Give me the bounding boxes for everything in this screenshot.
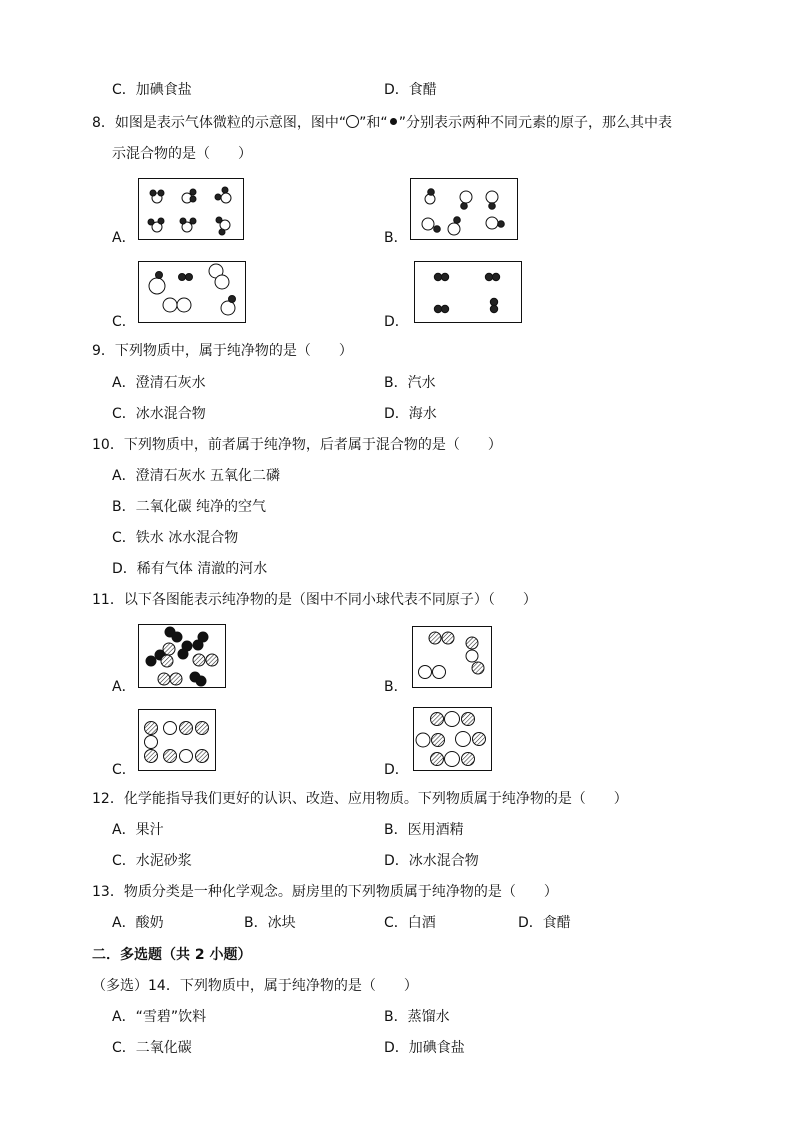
q12-option-d: D．冰水混合物 xyxy=(384,853,479,869)
q10-option-a-row xyxy=(0,465,794,487)
q13-stem: 13．物质分类是一种化学观念。厨房里的下列物质属于纯净物的是（ ） xyxy=(92,884,558,900)
black-atom-icon xyxy=(390,118,397,125)
q7-options xyxy=(0,79,794,101)
q14-options-row2 xyxy=(0,1037,794,1059)
q9-option-c: C．冰水混合物 xyxy=(112,406,206,422)
q11-figure-d xyxy=(413,707,492,771)
q8-label-d: D． xyxy=(384,314,409,330)
q9-options-row1 xyxy=(0,372,794,394)
q14-option-c: C．二氧化碳 xyxy=(112,1040,192,1056)
q10-option-a: A．澄清石灰水 五氧化二磷 xyxy=(112,468,281,484)
q8-figure-b xyxy=(410,178,518,240)
q8-label-a: A． xyxy=(112,230,136,246)
q7-option-c: C．加碘食盐 xyxy=(112,82,192,98)
q8-label-c: C． xyxy=(112,314,136,330)
q12-option-a: A．果汁 xyxy=(112,822,164,838)
q10-stem: 10．下列物质中，前者属于纯净物，后者属于混合物的是（ ） xyxy=(92,437,502,453)
q11-figure-b xyxy=(412,626,492,688)
q12-option-b: B．医用酒精 xyxy=(384,822,464,838)
q8-stem-part2: ”和“ xyxy=(359,115,388,131)
q8-label-b: B． xyxy=(384,230,408,246)
q8-stem xyxy=(0,112,794,134)
q11-label-a: A． xyxy=(112,679,136,695)
white-atom-icon xyxy=(346,115,359,128)
q10-option-d-row xyxy=(0,558,794,580)
q10-option-c-row xyxy=(0,527,794,549)
q9-option-a: A．澄清石灰水 xyxy=(112,375,206,391)
q10-option-b: B．二氧化碳 纯净的空气 xyxy=(112,499,267,515)
q14-option-a: A．“雪碧”饮料 xyxy=(112,1009,207,1025)
q10-option-b-row xyxy=(0,496,794,518)
q7-option-d: D．食醋 xyxy=(384,82,437,98)
q8-figure-d xyxy=(414,261,522,323)
q8-figure-c xyxy=(138,261,246,323)
q9-options-row2 xyxy=(0,403,794,425)
q13-options xyxy=(0,912,794,934)
q11-label-d: D． xyxy=(384,762,409,778)
q11-figure-c xyxy=(138,709,216,771)
q14-options-row1 xyxy=(0,1006,794,1028)
q9-option-d: D．海水 xyxy=(384,406,437,422)
q11-label-c: C． xyxy=(112,762,136,778)
q9-stem: 9．下列物质中，属于纯净物的是（ ） xyxy=(92,343,353,359)
q8-stem-line2: 示混合物的是（ ） xyxy=(112,146,252,162)
q12-options-row2 xyxy=(0,850,794,872)
q13-option-d: D．食醋 xyxy=(518,915,571,931)
q11-label-b: B． xyxy=(384,679,408,695)
q13-option-b: B．冰块 xyxy=(244,915,296,931)
q14-option-b: B．蒸馏水 xyxy=(384,1009,450,1025)
q12-option-c: C．水泥砂浆 xyxy=(112,853,192,869)
q8-stem-part3: ”分别表示两种不同元素的原子，那么其中表 xyxy=(398,115,672,131)
q8-figure-a xyxy=(138,178,244,240)
q12-stem: 12．化学能指导我们更好的认识、改造、应用物质。下列物质属于纯净物的是（ ） xyxy=(92,791,628,807)
section-2-heading: 二．多选题（共 2 小题） xyxy=(92,947,252,963)
q9-option-b: B．汽水 xyxy=(384,375,436,391)
q10-option-c: C．铁水 冰水混合物 xyxy=(112,530,239,546)
q10-option-d: D．稀有气体 清澈的河水 xyxy=(112,561,268,577)
q11-stem: 11．以下各图能表示纯净物的是（图中不同小球代表不同原子）（ ） xyxy=(92,592,537,608)
q13-option-a: A．酸奶 xyxy=(112,915,164,931)
q8-stem-part1: 8．如图是表示气体微粒的示意图，图中“ xyxy=(92,115,347,131)
q11-figure-a xyxy=(138,624,226,688)
q12-options-row1 xyxy=(0,819,794,841)
q14-stem: （多选）14．下列物质中，属于纯净物的是（ ） xyxy=(92,978,418,994)
q14-option-d: D．加碘食盐 xyxy=(384,1040,465,1056)
q13-option-c: C．白酒 xyxy=(384,915,436,931)
